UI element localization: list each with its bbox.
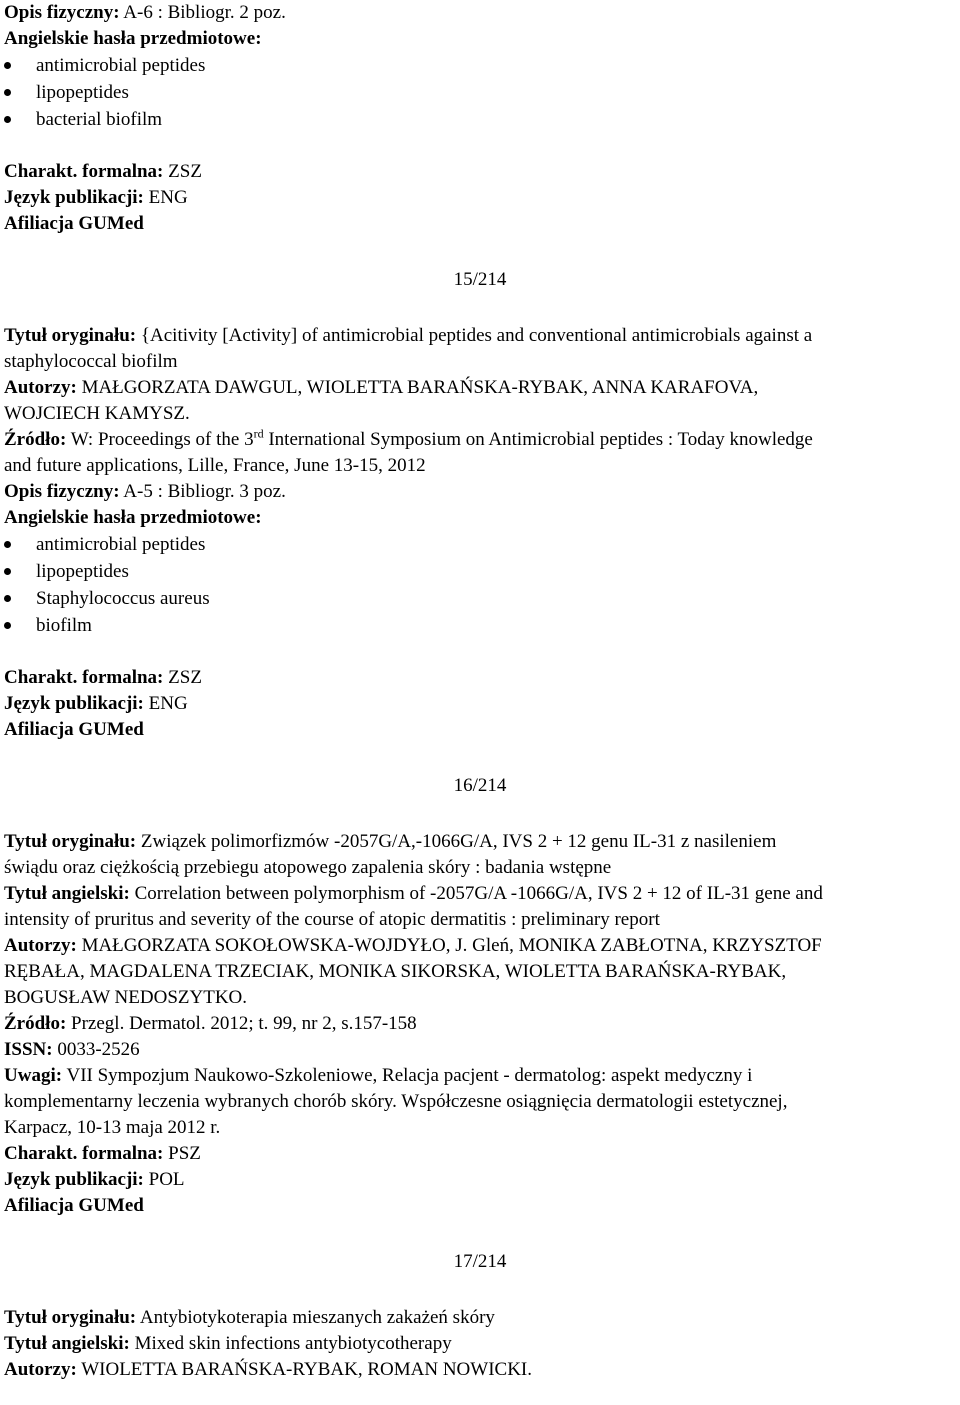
- rec17-autorzy: Autorzy: WIOLETTA BARAŃSKA-RYBAK, ROMAN NOWICKI.: [4, 1359, 532, 1380]
- bullet-icon: [4, 595, 11, 602]
- bullet-icon: [4, 116, 11, 123]
- rec15-charakt: Charakt. formalna: ZSZ: [4, 667, 202, 688]
- rec15-afiliacja: Afiliacja GUMed: [4, 719, 144, 740]
- rec14-charakt: Charakt. formalna: ZSZ: [4, 161, 202, 182]
- bullet-icon: [4, 568, 11, 575]
- rec16-autorzy-cont: RĘBAŁA, MAGDALENA TRZECIAK, MONIKA SIKORSKA, WIOLETTA BARAŃSKA-RYBAK,: [4, 961, 787, 982]
- rec15-zrodlo-cont: and future applications, Lille, France, June 13-15, 2012: [4, 455, 426, 476]
- rec14-afiliacja: Afiliacja GUMed: [4, 213, 144, 234]
- rec14-opis: Opis fizyczny: A-6 : Bibliogr. 2 poz.: [4, 2, 286, 23]
- rec17-counter: 17/214: [453, 1251, 507, 1272]
- spacer: [4, 133, 956, 159]
- spacer: [4, 639, 956, 665]
- rec14-hasla-label: Angielskie hasła przedmiotowe:: [4, 28, 262, 49]
- rec16-charakt: Charakt. formalna: PSZ: [4, 1143, 201, 1164]
- rec15-zrodlo: Źródło: W: Proceedings of the 3rd International Symposium on Antimicrobial peptides : Today knowledge: [4, 426, 813, 450]
- rec16-tytul-cont: świądu oraz ciężkością przebiegu atopowego zapalenia skóry : badania wstępne: [4, 857, 612, 878]
- spacer: [4, 743, 956, 773]
- rec15-counter: 15/214: [453, 269, 507, 290]
- rec15-keyword-list: [4, 531, 956, 639]
- bullet-icon: [4, 622, 11, 629]
- rec16-tytul-ang: Tytuł angielski: Correlation between polymorphism of -2057G/A -1066G/A, IVS 2 + 12 of IL-31 gene and: [4, 883, 823, 904]
- bullet-icon: [4, 62, 11, 69]
- rec16-uwagi-cont: komplementarny leczenia wybranych chorób skóry. Współczesne osiągnięcia dermatologii estetycznej,: [4, 1091, 788, 1112]
- list-item: antimicrobial peptides: [4, 52, 956, 79]
- rec15-autorzy-cont: WOJCIECH KAMYSZ.: [4, 403, 190, 424]
- rec16-jezyk: Język publikacji: POL: [4, 1169, 185, 1190]
- rec17-tytul-ang: Tytuł angielski: Mixed skin infections antybiotycotherapy: [4, 1333, 452, 1354]
- spacer: [4, 1219, 956, 1249]
- rec15-tytul: Tytuł oryginału: {Acitivity [Activity] of antimicrobial peptides and conventional antimicrobials against a: [4, 325, 813, 346]
- rec15-tytul-cont: staphylococcal biofilm: [4, 351, 178, 372]
- rec15-jezyk: Język publikacji: ENG: [4, 693, 188, 714]
- bullet-icon: [4, 89, 11, 96]
- rec16-afiliacja: Afiliacja GUMed: [4, 1195, 144, 1216]
- rec16-counter: 16/214: [453, 775, 507, 796]
- list-item: lipopeptides: [4, 558, 956, 585]
- rec14-keyword-list: [4, 52, 956, 133]
- spacer: [4, 237, 956, 267]
- rec15-hasla-label: Angielskie hasła przedmiotowe:: [4, 507, 262, 528]
- rec16-zrodlo: Źródło: Przegl. Dermatol. 2012; t. 99, nr 2, s.157-158: [4, 1013, 417, 1034]
- list-item: bacterial biofilm: [4, 106, 956, 133]
- rec16-uwagi-cont2: Karpacz, 10-13 maja 2012 r.: [4, 1117, 221, 1138]
- rec16-uwagi: Uwagi: VII Sympozjum Naukowo-Szkoleniowe, Relacja pacjent - dermatolog: aspekt medyczny i: [4, 1065, 753, 1086]
- bullet-icon: [4, 541, 11, 548]
- rec15-opis: Opis fizyczny: A-5 : Bibliogr. 3 poz.: [4, 481, 286, 502]
- rec16-issn: ISSN: 0033-2526: [4, 1039, 140, 1060]
- rec14-jezyk: Język publikacji: ENG: [4, 187, 188, 208]
- rec17-tytul: Tytuł oryginału: Antybiotykoterapia mieszanych zakażeń skóry: [4, 1307, 495, 1328]
- rec16-tytul-ang-cont: intensity of pruritus and severity of the course of atopic dermatitis : preliminary report: [4, 909, 660, 930]
- spacer: [4, 293, 956, 323]
- rec16-autorzy: Autorzy: MAŁGORZATA SOKOŁOWSKA-WOJDYŁO, J. Gleń, MONIKA ZABŁOTNA, KRZYSZTOF: [4, 935, 822, 956]
- rec16-tytul: Tytuł oryginału: Związek polimorfizmów -2057G/A,-1066G/A, IVS 2 + 12 genu IL-31 z nasileniem: [4, 831, 777, 852]
- rec16-autorzy-cont2: BOGUSŁAW NEDOSZYTKO.: [4, 987, 248, 1008]
- list-item: Staphylococcus aureus: [4, 585, 956, 612]
- list-item: antimicrobial peptides: [4, 531, 956, 558]
- spacer: [4, 1275, 956, 1305]
- list-item: lipopeptides: [4, 79, 956, 106]
- list-item: biofilm: [4, 612, 956, 639]
- rec15-autorzy: Autorzy: MAŁGORZATA DAWGUL, WIOLETTA BARAŃSKA-RYBAK, ANNA KARAFOVA,: [4, 377, 759, 398]
- spacer: [4, 799, 956, 829]
